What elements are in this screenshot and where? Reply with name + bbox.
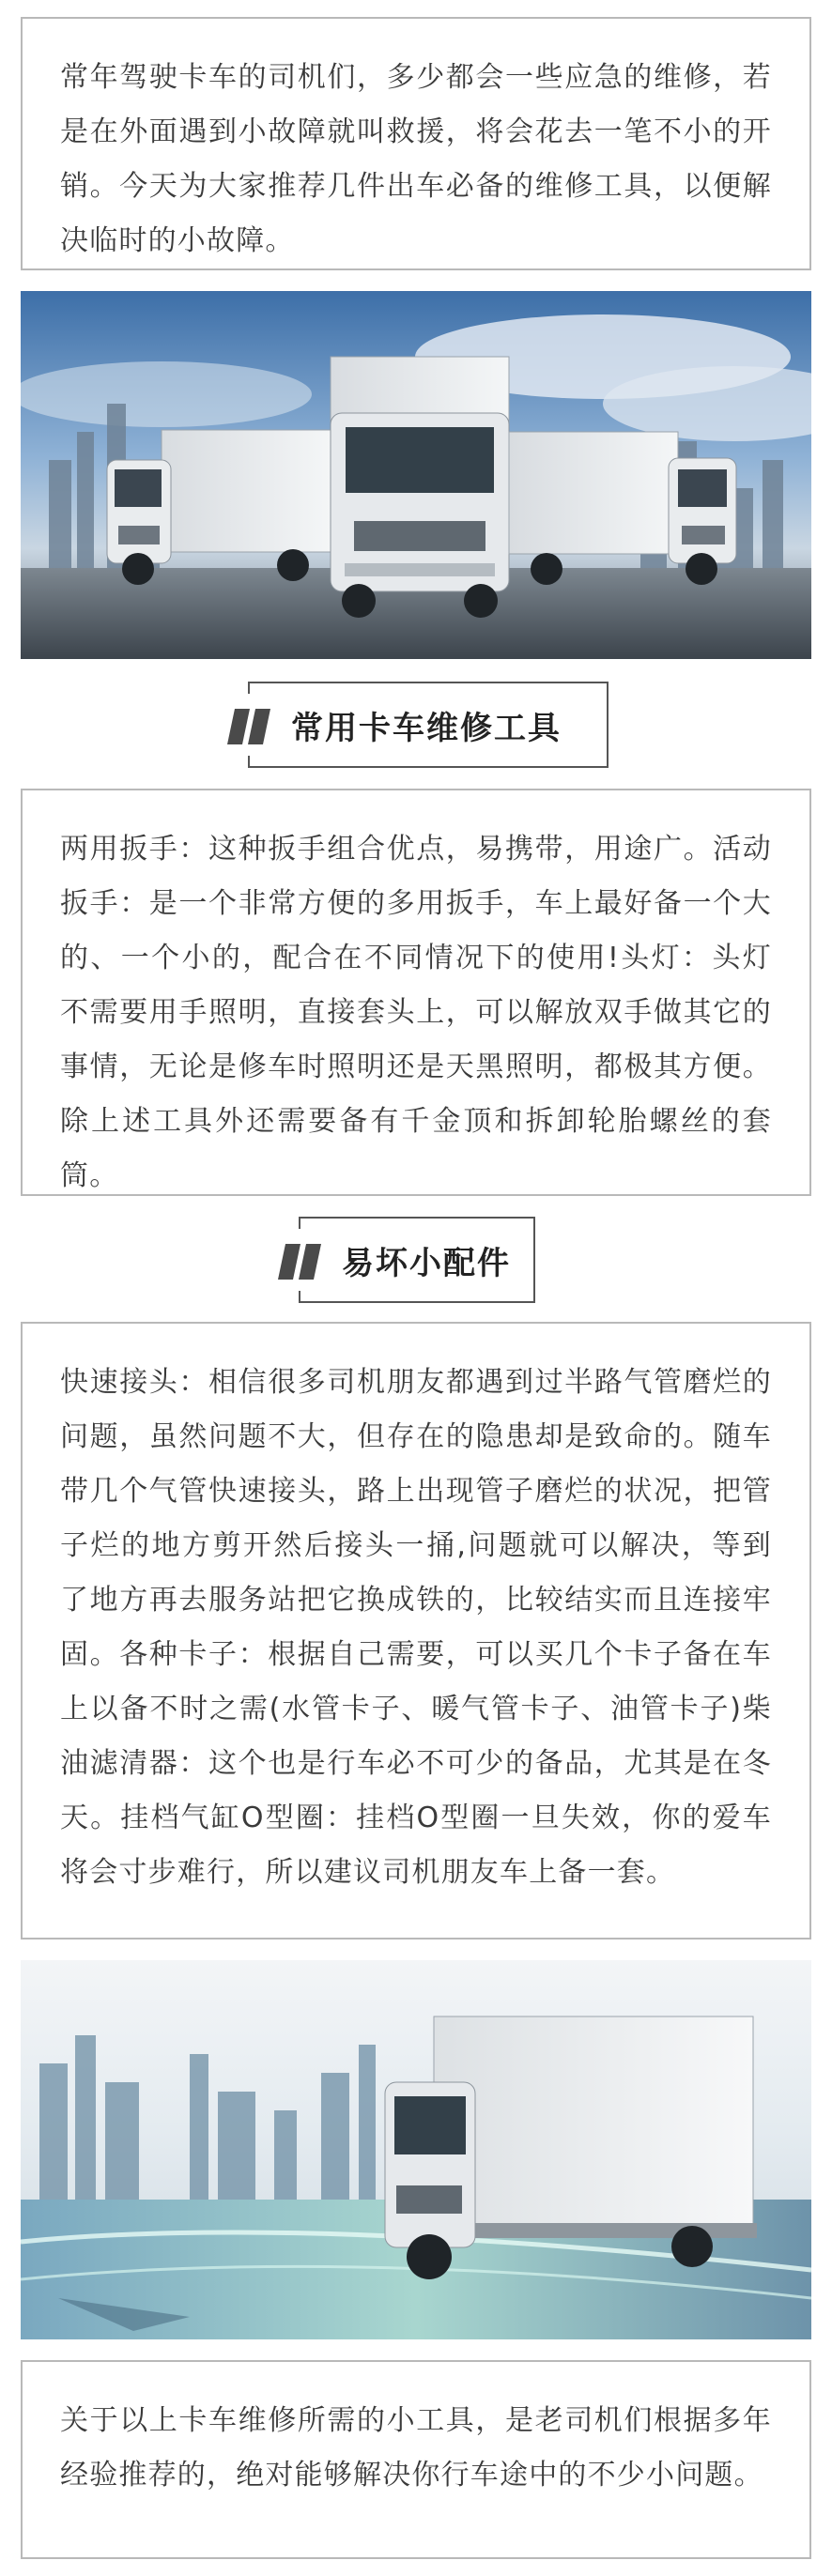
section1-text: 两用扳手：这种扳手组合优点，易携带，用途广。活动扳手：是一个非常方便的多用扳手，车上最好备一个大的、一个小的，配合在不同情况下的使用!头灯：头灯不需要用手照明，直接套头上，可以解放双手做其它的事情，无论是修车时照明还是天黑照明，都极其方便。除上述工具外还需要备有千金顶和拆卸轮胎螺丝的套筒。 [60,833,772,1192]
section2-heading [272,1217,535,1303]
section1-box [21,789,811,1196]
intro-text: 常年驾驶卡车的司机们，多少都会一些应急的维修，若是在外面遇到小故障就叫救援，将会花去一笔不小的开销。今天为大家推荐几件出车必备的维修工具，以便解决临时的小故障。 [60,61,772,257]
section2-box [21,1322,811,1940]
outro-text: 关于以上卡车维修所需的小工具，是老司机们根据多年经验推荐的，绝对能够解决你行车途中的不少小问题。 [60,2404,772,2492]
section2-text: 快速接头：相信很多司机朋友都遇到过半路气管磨烂的问题，虽然问题不大，但存在的隐患却是致命的。随车带几个气管快速接头，路上出现管子磨烂的状况，把管子烂的地方剪开然后接头一捅,问题就可以解决，等到了地方再去服务站把它换成铁的，比较结实而且连接牢固。各种卡子：根据自己需要，可以买几个卡子备在车上以备不时之需(水管卡子、暖气管卡子、油管卡子)柴油滤清器：这个也是行车必不可少的备品，尤其是在冬天。挂档气缸O型圈：挂档O型圈一旦失效，你的爱车将会寸步难行，所以建议司机朋友车上备一套。 [60,1366,772,1889]
outro-box [21,2360,811,2559]
hero-truck-image [21,291,811,659]
quote-mark-icon [272,1229,329,1291]
section1-heading [222,682,609,768]
section1-title: 常用卡车维修工具 [291,709,562,747]
intro-box [21,17,811,270]
bottom-truck-image [21,1960,811,2339]
quote-mark-icon [222,694,278,756]
section2-title: 易坏小配件 [342,1244,511,1282]
